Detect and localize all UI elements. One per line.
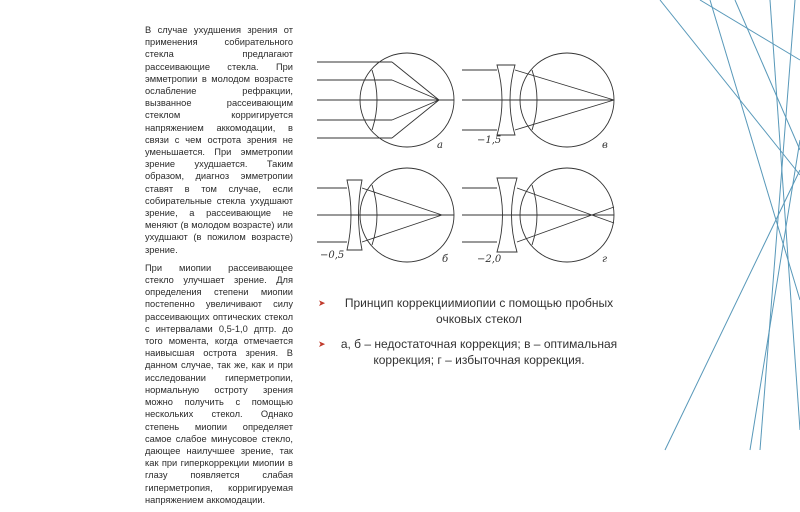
paragraph-myopia: При миопии рассеивающее стекло улучшает зрение. Для определения степени миопии постепенно увеличивают силу рассеивающих оптических стекол с интервалами 0,5-1,0 дптр. до того момента, когда отмечается наивысшая острота зрения. В данном случае, так же, как и при исследовании гиперметропии, нормальную остроту зрения можно получить с помощью нескольких стекол. Однако степень миопии определяет самое слабое минусовое стекло, дающее наилучшее зрение, так как при гиперкоррекции миопии в глазу появляется слабая гиперметропия, корригируемая напряжением аккомодации. — [145, 262, 293, 505]
arrow-bullet-icon: ➤ — [318, 339, 326, 349]
power-v: −1,5 — [477, 135, 502, 146]
decorative-lines — [640, 0, 800, 450]
label-g: г — [602, 254, 608, 265]
myopia-correction-figure — [312, 40, 642, 270]
power-b: −0,5 — [320, 250, 345, 261]
panel-g — [462, 168, 614, 262]
caption-legend: а, б – недостаточная коррекция; в – оптимальная коррекция; г – избыточная коррекция. — [340, 337, 618, 367]
arrow-bullet-icon: ➤ — [318, 298, 326, 308]
label-b: б — [442, 254, 449, 265]
label-a: а — [437, 140, 443, 151]
caption — [318, 296, 618, 378]
power-g: −2,0 — [477, 254, 502, 265]
caption-item — [318, 296, 618, 327]
label-v: в — [602, 140, 608, 151]
paragraph-emmetropia: В случае ухудшения зрения от применения собирательного стекла предлагают рассеивающие стекла. При эмметропии в молодом возрасте ослабление рефракции, вызванное рассеивающим стеклом корригируется напряжением аккомодации, в связи с чем острота зрения не уменьшается. При эмметропии зрение ухудшается. Таким образом, диагноз эмметропии ставят в том случае, если собирательные стекла ухудшают зрение, а рассеивающие не меняют (в молодом возрасте) или ухудшают (в пожилом возрасте) зрение. — [145, 25, 293, 255]
body-text — [145, 24, 293, 512]
caption-title: Принцип коррекциимиопии с помощью пробных очковых стекол — [344, 296, 614, 326]
caption-item — [318, 337, 618, 368]
panel-b — [317, 168, 454, 262]
panel-a — [317, 53, 454, 147]
panel-v — [462, 53, 614, 147]
